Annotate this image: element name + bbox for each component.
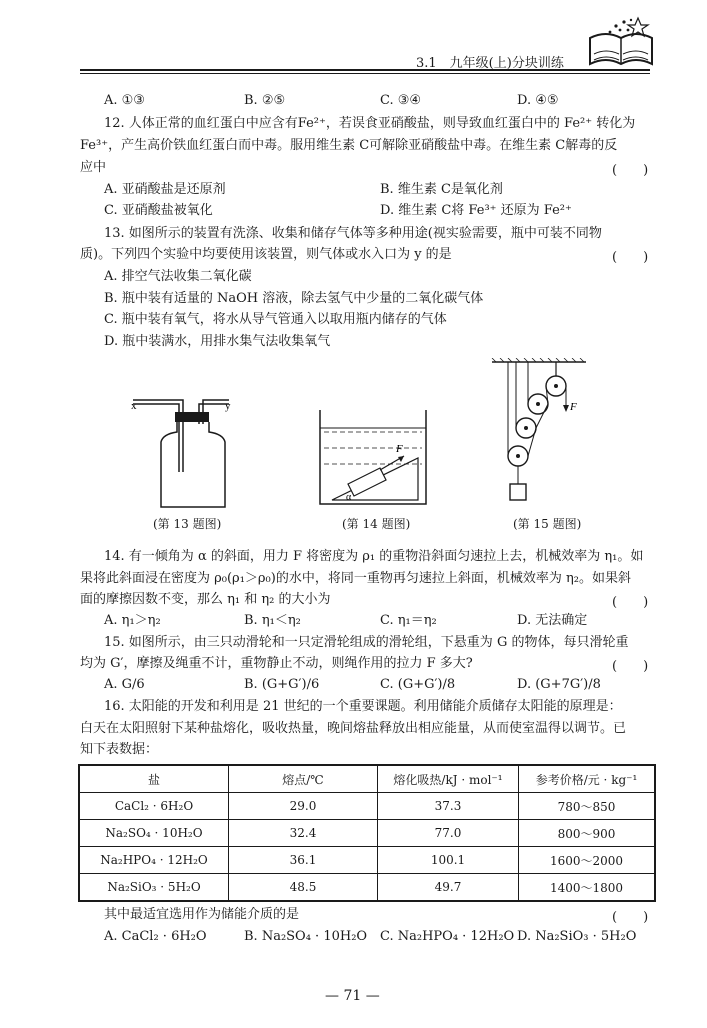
table-cell: 49.7 [378, 874, 519, 902]
q13-answer-paren: ( ) [612, 250, 649, 265]
q12-stem-line1: 12. 人体正常的血红蛋白中应含有Fe²⁺，若误食亚硝酸盐，则导致血红蛋白中的 Fe²⁺ 转化为 [104, 116, 636, 131]
table-cell: 1600～2000 [519, 847, 656, 874]
q16-option-c: C. Na₂HPO₄ · 12H₂O [380, 929, 515, 944]
table-cell: 29.0 [229, 793, 378, 820]
fig14-incline-in-water [318, 408, 428, 508]
q16-question: 其中最适宜选用作为储能介质的是 [104, 907, 300, 922]
q12-answer-paren: ( ) [612, 163, 649, 178]
q12-option-c: C. 亚硝酸盐被氧化 [104, 203, 213, 218]
table-cell: Na₂SO₄ · 10H₂O [79, 820, 229, 847]
table-header-row [79, 765, 655, 793]
q14-option-d: D. 无法确定 [517, 613, 588, 628]
q16-option-b: B. Na₂SO₄ · 10H₂O [244, 929, 368, 944]
q15-stem-line2: 均为 G′，摩擦及绳重不计，重物静止不动，则绳作用的拉力 F 多大? [80, 656, 473, 671]
fig15-label-f: F [570, 401, 577, 413]
table-header: 熔化吸热/kJ · mol⁻¹ [378, 765, 519, 793]
book-logo-icon [586, 16, 656, 72]
table-cell: Na₂HPO₄ · 12H₂O [79, 847, 229, 874]
q11-option-b: B. ②⑤ [244, 93, 286, 108]
q13-stem-line2: 质)。下列四个实验中均要使用该装置，则气体或水入口为 y 的是 [80, 247, 452, 262]
q11-option-d: D. ④⑤ [517, 93, 559, 108]
table-row [79, 793, 655, 820]
table-cell: 36.1 [229, 847, 378, 874]
table-cell: 48.5 [229, 874, 378, 902]
fig14-label-alpha: α [346, 492, 352, 503]
q14-stem-line3: 面的摩擦因数不变，那么 η₁ 和 η₂ 的大小为 [80, 592, 331, 607]
header-rule-thin [80, 73, 650, 74]
fig13-label-x: x [131, 400, 137, 412]
q16-stem-line1: 16. 太阳能的开发和利用是 21 世纪的一个重要课题。利用储能介质储存太阳能的原理是： [104, 699, 622, 714]
table-cell: Na₂SiO₃ · 5H₂O [79, 874, 229, 902]
q13-option-b: B. 瓶中装有适量的 NaOH 溶液，除去氢气中少量的二氧化碳气体 [104, 291, 484, 306]
q13-stem-line1: 13. 如图所示的装置有洗涤、收集和储存气体等多种用途(视实验需要，瓶中可装不同物 [104, 226, 602, 241]
q14-stem-line2: 果将此斜面浸在密度为 ρ₀(ρ₁＞ρ₀)的水中，将同一重物再匀速拉上斜面，机械效率为 η₂。如果斜 [80, 571, 631, 586]
fig14-label-f: F [396, 443, 403, 455]
q15-answer-paren: ( ) [612, 659, 649, 674]
table-cell: 800～900 [519, 820, 656, 847]
q12-option-d: D. 维生素 C将 Fe³⁺ 还原为 Fe²⁺ [380, 203, 572, 218]
q13-option-d: D. 瓶中装满水，用排水集气法收集氧气 [104, 334, 331, 349]
q15-option-c: C. (G+G′)/8 [380, 677, 456, 692]
q12-option-a: A. 亚硝酸盐是还原剂 [104, 182, 226, 197]
table-cell: 32.4 [229, 820, 378, 847]
fig14-caption: (第 14 题图) [342, 517, 411, 531]
q15-option-d: D. (G+7G′)/8 [517, 677, 601, 692]
q15-option-a: A. G/6 [104, 677, 145, 692]
q13-option-c: C. 瓶中装有氧气，将水从导气管通入以取用瓶内储存的气体 [104, 312, 447, 327]
q16-option-d: D. Na₂SiO₃ · 5H₂O [517, 929, 637, 944]
salt-data-table [78, 764, 656, 902]
q16-stem-line3: 知下表数据： [80, 742, 159, 757]
table-cell: 77.0 [378, 820, 519, 847]
q13-option-a: A. 排空气法收集二氧化碳 [104, 269, 252, 284]
q15-stem-line1: 15. 如图所示，由三只动滑轮和一只定滑轮组成的滑轮组，下悬重为 G 的物体，每只滑轮重 [104, 635, 629, 650]
fig15-caption: (第 15 题图) [513, 517, 582, 531]
table-row [79, 874, 655, 902]
table-header: 参考价格/元 · kg⁻¹ [519, 765, 656, 793]
q12-option-b: B. 维生素 C是氧化剂 [380, 182, 503, 197]
table-header: 盐 [79, 765, 229, 793]
table-cell: 1400～1800 [519, 874, 656, 902]
q14-option-a: A. η₁＞η₂ [104, 613, 161, 628]
q11-option-c: C. ③④ [380, 93, 422, 108]
q14-stem-line1: 14. 有一倾角为 α 的斜面，用力 F 将密度为 ρ₁ 的重物沿斜面匀速拉上去，机械效率为 η₁。如 [104, 549, 644, 564]
q11-option-a: A. ①③ [104, 93, 145, 108]
fig13-caption: (第 13 题图) [153, 517, 222, 531]
table-row [79, 847, 655, 874]
table-cell: 100.1 [378, 847, 519, 874]
fig13-gas-bottle [125, 392, 235, 512]
q14-answer-paren: ( ) [612, 595, 649, 610]
q14-option-b: B. η₁＜η₂ [244, 613, 301, 628]
page-number: — 71 — [325, 988, 380, 1004]
table-cell: 780～850 [519, 793, 656, 820]
q14-option-c: C. η₁＝η₂ [380, 613, 437, 628]
q16-answer-paren: ( ) [612, 910, 649, 925]
q12-stem-line3: 应中 [80, 160, 107, 175]
fig15-pulley-system [490, 358, 590, 508]
table-cell: CaCl₂ · 6H₂O [79, 793, 229, 820]
header-rule [80, 69, 650, 71]
fig13-label-y: y [225, 400, 231, 412]
q12-stem-line2: Fe³⁺，产生高价铁血红蛋白而中毒。服用维生素 C可解除亚硝酸盐中毒。在维生素 C解毒的反 [80, 138, 618, 153]
q16-option-a: A. CaCl₂ · 6H₂O [104, 929, 207, 944]
table-row [79, 820, 655, 847]
q15-option-b: B. (G+G′)/6 [244, 677, 320, 692]
section-header: 3.1 九年级(上)分块训练 [416, 56, 564, 71]
table-cell: 37.3 [378, 793, 519, 820]
q16-stem-line2: 白天在太阳照射下某种盐熔化，吸收热量，晚间熔盐释放出相应能量，从而使室温得以调节。已 [80, 721, 627, 736]
table-header: 熔点/℃ [229, 765, 378, 793]
